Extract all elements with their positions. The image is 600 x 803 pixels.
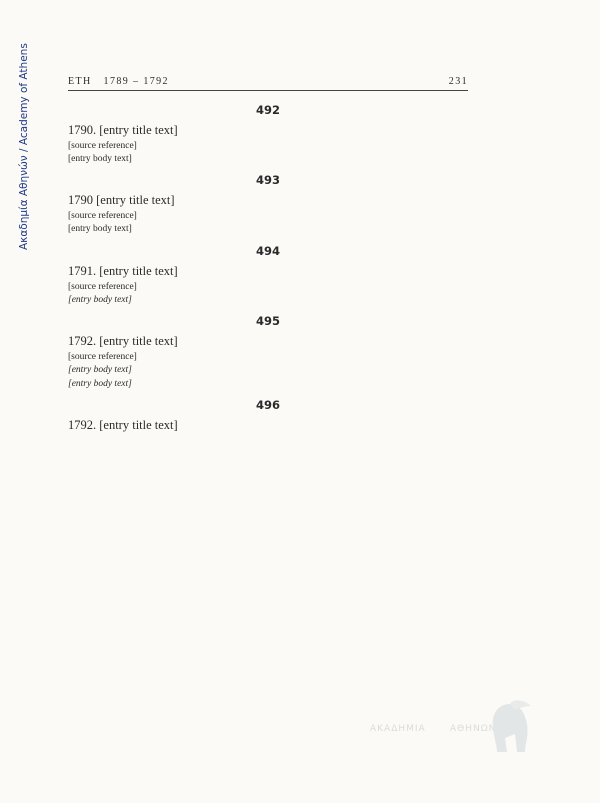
- header-rule: [68, 90, 468, 91]
- entry-heading: 1791. [entry title text]: [68, 263, 178, 278]
- entry-heading: 1792. [entry title text]: [68, 418, 178, 433]
- entry-body: [entry body text]: [68, 365, 132, 376]
- entry-heading: 1790. [entry title text]: [68, 123, 178, 137]
- header-years: 1789 – 1792: [103, 76, 169, 87]
- helmet-logo-icon: [485, 700, 535, 756]
- entry-reference: [source reference]: [68, 141, 137, 151]
- entry-492: [68, 103, 468, 165]
- entry-number: 494: [255, 243, 280, 258]
- entries-list: [68, 103, 468, 433]
- entry-reference: [source reference]: [68, 352, 137, 363]
- entry-495: [68, 314, 468, 390]
- entry-number: 495: [255, 314, 280, 329]
- entry-heading: 1792. [entry title text]: [68, 334, 178, 349]
- entry-494: [68, 244, 468, 306]
- watermark-right-text: ΑΘΗΝΩΝ: [450, 724, 497, 734]
- entry-body: [entry body text]: [68, 154, 132, 164]
- page-number: 231: [448, 76, 468, 87]
- entry-heading: 1790 [entry title text]: [68, 193, 175, 208]
- watermark: [330, 700, 560, 760]
- entry-reference: [source reference]: [68, 211, 137, 222]
- watermark-left-text: ΑΚΑΔΗΜΙΑ: [370, 724, 426, 734]
- side-label: Ακαδημία Αθηνών / Academy of Athens: [18, 43, 30, 250]
- entry-number: 493: [255, 173, 280, 188]
- entry-496: [68, 398, 468, 433]
- document-page: [68, 76, 468, 716]
- header-title: ΕΤΗ: [68, 76, 92, 87]
- entry-493: [68, 173, 468, 235]
- entry-reference: [source reference]: [68, 281, 137, 292]
- entry-number: 492: [255, 103, 280, 117]
- entry-body: [entry body text]: [68, 378, 132, 389]
- entry-body: [entry body text]: [68, 294, 132, 305]
- entry-number: 496: [255, 398, 280, 413]
- entry-body: [entry body text]: [68, 224, 132, 235]
- running-header: [68, 76, 468, 87]
